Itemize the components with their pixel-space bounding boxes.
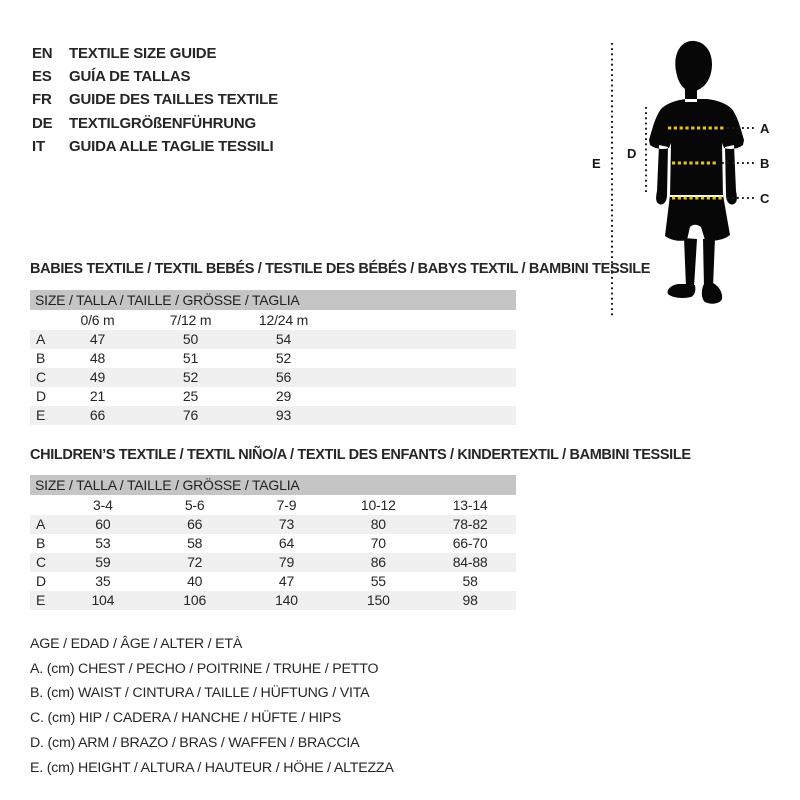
row-label: B	[36, 535, 46, 551]
table-cell: 21	[89, 388, 106, 404]
children-size-header-bar: SIZE / TALLA / TAILLE / GRÖSSE / TAGLIA	[30, 475, 516, 495]
table-cell: 84-88	[452, 554, 488, 570]
table-row-b	[30, 349, 516, 368]
babies-size-table	[30, 290, 516, 425]
marker-label-d: D	[627, 146, 637, 161]
table-cell: 51	[182, 350, 199, 366]
table-cell: 66	[89, 407, 106, 423]
table-cell: 93	[275, 407, 292, 423]
legend-line-hip: C. (cm) HIP / CADERA / HANCHE / HÜFTE / HIPS	[30, 710, 341, 727]
table-cell: 58	[462, 573, 478, 589]
table-cell: 47	[89, 331, 106, 347]
marker-label-e: E	[592, 156, 601, 171]
child-silhouette	[649, 41, 744, 304]
table-cell: 55	[370, 573, 386, 589]
table-cell: 56	[275, 369, 292, 385]
table-cell: 48	[89, 350, 106, 366]
table-cell: 78-82	[452, 516, 488, 532]
language-row-it	[32, 135, 278, 158]
table-cell: 73	[278, 516, 295, 532]
table-cell: 76	[182, 407, 199, 423]
language-code: FR	[32, 91, 52, 109]
column-header: 3-4	[93, 497, 113, 513]
marker-label-b: B	[760, 156, 770, 171]
guide-title-es: GUÍA DE TALLAS	[69, 68, 191, 86]
table-cell: 40	[187, 573, 203, 589]
children-size-table	[30, 475, 516, 610]
table-cell: 25	[182, 388, 199, 404]
table-cell: 80	[370, 516, 386, 532]
table-row-a	[30, 515, 516, 534]
table-cell: 53	[95, 535, 111, 551]
table-cell: 64	[278, 535, 295, 551]
column-header: 7/12 m	[169, 312, 212, 328]
babies-age-header-row	[30, 310, 516, 330]
row-label: E	[36, 592, 46, 608]
table-cell: 50	[182, 331, 199, 347]
table-cell: 86	[370, 554, 386, 570]
table-cell: 66	[187, 516, 203, 532]
language-code: DE	[32, 114, 53, 132]
legend-line-arm: D. (cm) ARM / BRAZO / BRAS / WAFFEN / BRACCIA	[30, 734, 360, 751]
table-cell: 104	[91, 592, 115, 608]
row-label: A	[36, 516, 46, 532]
babies-section-title: BABIES TEXTILE / TEXTIL BEBÉS / TESTILE DES BÉBÉS / BABYS TEXTIL / BAMBINI TESSILE	[30, 261, 651, 277]
children-section-title: CHILDREN’S TEXTILE / TEXTIL NIÑO/A / TEXTIL DES ENFANTS / KINDERTEXTIL / BAMBINI TESSILE	[30, 447, 691, 463]
table-cell: 59	[95, 554, 111, 570]
table-cell: 70	[370, 535, 386, 551]
table-cell: 106	[183, 592, 207, 608]
column-header: 7-9	[276, 497, 297, 513]
children-age-header-row	[30, 495, 516, 515]
table-cell: 47	[278, 573, 295, 589]
row-label: A	[36, 331, 46, 347]
language-code: IT	[32, 137, 45, 155]
row-label: D	[36, 388, 46, 404]
language-row-es	[32, 65, 278, 88]
language-row-fr	[32, 88, 278, 111]
column-header: 12/24 m	[258, 312, 309, 328]
marker-label-c: C	[760, 191, 770, 206]
language-code: ES	[32, 68, 52, 86]
corner-cell	[30, 310, 51, 330]
table-cell: 140	[275, 592, 298, 608]
row-label: D	[36, 573, 46, 589]
row-label: B	[36, 350, 46, 366]
table-row-e	[30, 591, 516, 610]
legend-line-waist: B. (cm) WAIST / CINTURA / TAILLE / HÜFTUNG / VITA	[30, 685, 370, 702]
measurement-legend	[30, 632, 394, 780]
guide-title-it: GUIDA ALLE TAGLIE TESSILI	[69, 137, 274, 155]
table-cell: 66-70	[452, 535, 488, 551]
table-cell: 52	[275, 350, 292, 366]
table-cell: 29	[275, 388, 292, 404]
language-row-en	[32, 42, 278, 65]
table-cell: 79	[278, 554, 295, 570]
table-cell: 54	[275, 331, 292, 347]
table-row-b	[30, 534, 516, 553]
table-cell: 35	[95, 573, 111, 589]
column-header: 5-6	[184, 497, 205, 513]
guide-title-en: TEXTILE SIZE GUIDE	[69, 45, 217, 62]
table-row-c	[30, 553, 516, 572]
column-header: 0/6 m	[80, 312, 115, 328]
corner-cell	[30, 495, 57, 515]
table-cell: 72	[187, 554, 203, 570]
measurement-diagram	[583, 33, 788, 325]
table-row-a	[30, 330, 516, 349]
guide-title-fr: GUIDE DES TAILLES TEXTILE	[69, 91, 278, 109]
language-code: EN	[32, 45, 53, 62]
table-row-c	[30, 368, 516, 387]
babies-size-header-bar: SIZE / TALLA / TAILLE / GRÖSSE / TAGLIA	[30, 290, 516, 310]
table-cell: 58	[187, 535, 203, 551]
table-cell: 98	[462, 592, 478, 608]
marker-label-a: A	[760, 121, 770, 136]
legend-line-age: AGE / EDAD / ÂGE / ALTER / ETÀ	[30, 636, 243, 652]
legend-line-chest: A. (cm) CHEST / PECHO / POITRINE / TRUHE / PETTO	[30, 660, 379, 677]
table-cell: 52	[182, 369, 199, 385]
table-cell: 49	[89, 369, 106, 385]
language-title-list	[32, 42, 278, 158]
table-cell: 150	[366, 592, 390, 608]
table-row-d	[30, 572, 516, 591]
column-header: 10-12	[360, 497, 396, 513]
language-row-de	[32, 112, 278, 135]
table-row-e	[30, 406, 516, 425]
row-label: C	[36, 554, 46, 570]
column-header: 13-14	[452, 497, 488, 513]
row-label: C	[36, 369, 46, 385]
table-cell: 60	[95, 516, 111, 532]
guide-title-de: TEXTILGRÖßENFÜHRUNG	[69, 114, 257, 132]
row-label: E	[36, 407, 46, 423]
table-row-d	[30, 387, 516, 406]
legend-line-height: E. (cm) HEIGHT / ALTURA / HAUTEUR / HÖHE / ALTEZZA	[30, 759, 394, 776]
